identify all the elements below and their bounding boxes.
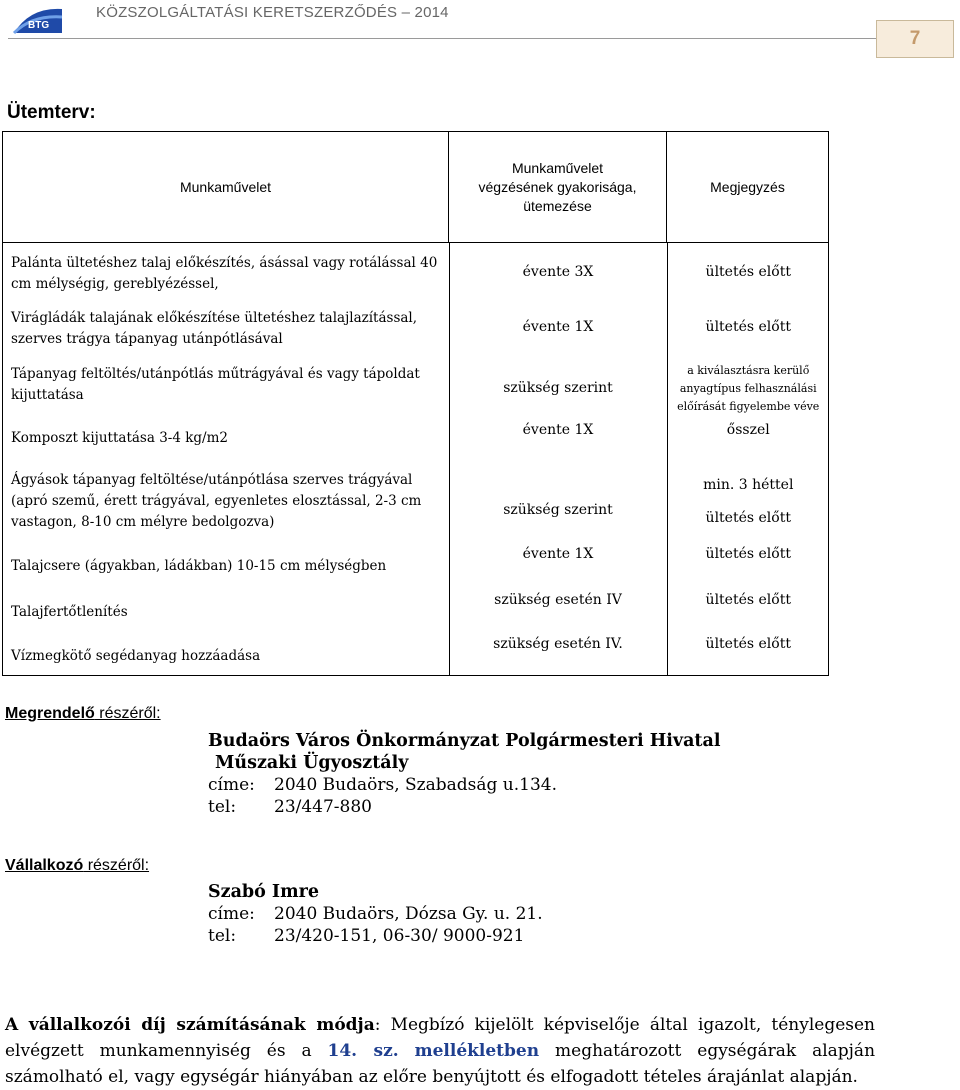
table-row <box>3 354 829 418</box>
contractor-tel-key: tel: <box>208 926 237 946</box>
contractor-tel-row <box>208 925 543 947</box>
fee-lead: A vállalkozói díj számításának módja <box>5 1015 375 1035</box>
logo-text: BTG <box>28 20 50 31</box>
client-tel-key: tel: <box>208 797 237 817</box>
task-cell: Tápanyag feltöltés/utánpótlás műtrágyával és vagy tápoldat kijuttatása <box>3 354 449 418</box>
fee-text-2: meghatározott egységárak alapján számolható el, vagy egységár hiányában az előre benyújtott és elfogadott tételes árajánlat alapján. <box>5 1041 876 1087</box>
contractor-label: Vállalkozó részéről: <box>5 857 150 874</box>
contractor-tel: 23/420-151, 06-30/ 9000-921 <box>274 926 525 946</box>
contractor-address-key: címe: <box>208 904 255 924</box>
table-row <box>3 540 829 586</box>
header-divider <box>8 38 880 39</box>
client-label: Megrendelő részéről: <box>5 705 161 722</box>
note-cell: ültetés előtt <box>705 636 791 652</box>
task-cell: Ágyások tápanyag feltöltése/utánpótlása szerves trágyával (apró szemű, érett trágyával, egyenletes elosztással, 2-3 cm vastagon, 8-10 cm mélyre bedolgozva) <box>3 460 449 540</box>
note-cell: ősszel <box>726 422 770 438</box>
fee-calculation-paragraph <box>5 1012 875 1090</box>
client-tel-row <box>208 796 721 818</box>
annex-ref-word: mellékletben <box>414 1041 540 1061</box>
schedule-table <box>2 131 829 676</box>
frequency-cell: évente 1X <box>449 540 667 586</box>
frequency-cell: szükség szerint <box>449 460 667 540</box>
contractor-address: 2040 Budaörs, Dózsa Gy. u. 21. <box>274 904 543 924</box>
header-task: Munkaművelet <box>3 132 449 243</box>
task-cell: Talajcsere (ágyakban, ládákban) 10-15 cm mélységben <box>3 540 449 586</box>
contractor-name: Szabó Imre <box>208 882 319 902</box>
frequency-cell: szükség esetén IV <box>449 586 667 630</box>
contractor-address-row <box>208 903 543 925</box>
client-dept: Műszaki Ügyosztály <box>215 753 409 773</box>
task-cell: Vízmegkötő segédanyag hozzáadása <box>3 630 449 675</box>
table-row <box>3 418 829 460</box>
frequency-cell: szükség esetén IV. <box>449 630 667 675</box>
frequency-cell: évente 1X <box>449 418 667 460</box>
note-cell: ültetés előtt <box>705 319 791 335</box>
note-cell: ültetés előtt <box>705 592 791 608</box>
header-frequency: Munkaművelet végzésének gyakorisága, ütemezése <box>449 132 667 243</box>
client-org: Budaörs Város Önkormányzat Polgármesteri Hivatal <box>208 731 721 751</box>
note-cell: min. 3 héttel ültetés előtt <box>703 477 794 526</box>
btg-logo <box>10 3 66 39</box>
table-row <box>3 586 829 630</box>
frequency-cell: évente 3X <box>449 243 667 298</box>
contractor-block <box>208 881 543 947</box>
note-cell: a kiválasztásra kerülő anyagtípus felhasználási előírását figyelembe véve <box>677 364 820 413</box>
table-row <box>3 630 829 675</box>
header-note: Megjegyzés <box>667 132 829 243</box>
page-number: 7 <box>909 28 921 49</box>
task-cell: Talajfertőtlenítés <box>3 586 449 630</box>
frequency-cell: évente 1X <box>449 298 667 354</box>
client-block <box>208 730 721 818</box>
client-tel: 23/447-880 <box>274 797 372 817</box>
table-row <box>3 243 829 676</box>
note-cell: ültetés előtt <box>705 264 791 280</box>
client-address: 2040 Budaörs, Szabadság u.134. <box>274 775 558 795</box>
task-cell: Virágládák talajának előkészítése ültetéshez talajlazítással, szerves trágya tápanyag utánpótlásával <box>3 298 449 354</box>
annex-ref-number: 14. sz. <box>327 1041 399 1061</box>
task-cell: Komposzt kijuttatása 3-4 kg/m2 <box>3 418 449 460</box>
task-cell: Palánta ültetéshez talaj előkészítés, ásással vagy rotálással 40 cm mélységig, gereblyézéssel, <box>3 243 449 298</box>
table-row <box>3 298 829 354</box>
client-address-key: címe: <box>208 775 255 795</box>
fee-text-1: : Megbízó kijelölt képviselője által igazolt, ténylegesen elvégzett munkamennyiség és a <box>5 1015 875 1061</box>
page-number-box <box>876 20 954 58</box>
document-title: KÖZSZOLGÁLTATÁSI KERETSZERZŐDÉS – 2014 <box>96 4 449 21</box>
client-address-row <box>208 774 721 796</box>
table-row <box>3 243 829 298</box>
table-row <box>3 460 829 540</box>
table-header-row <box>3 132 829 243</box>
frequency-cell: szükség szerint <box>449 354 667 418</box>
section-heading: Ütemterv: <box>7 102 96 123</box>
note-cell: ültetés előtt <box>705 546 791 562</box>
